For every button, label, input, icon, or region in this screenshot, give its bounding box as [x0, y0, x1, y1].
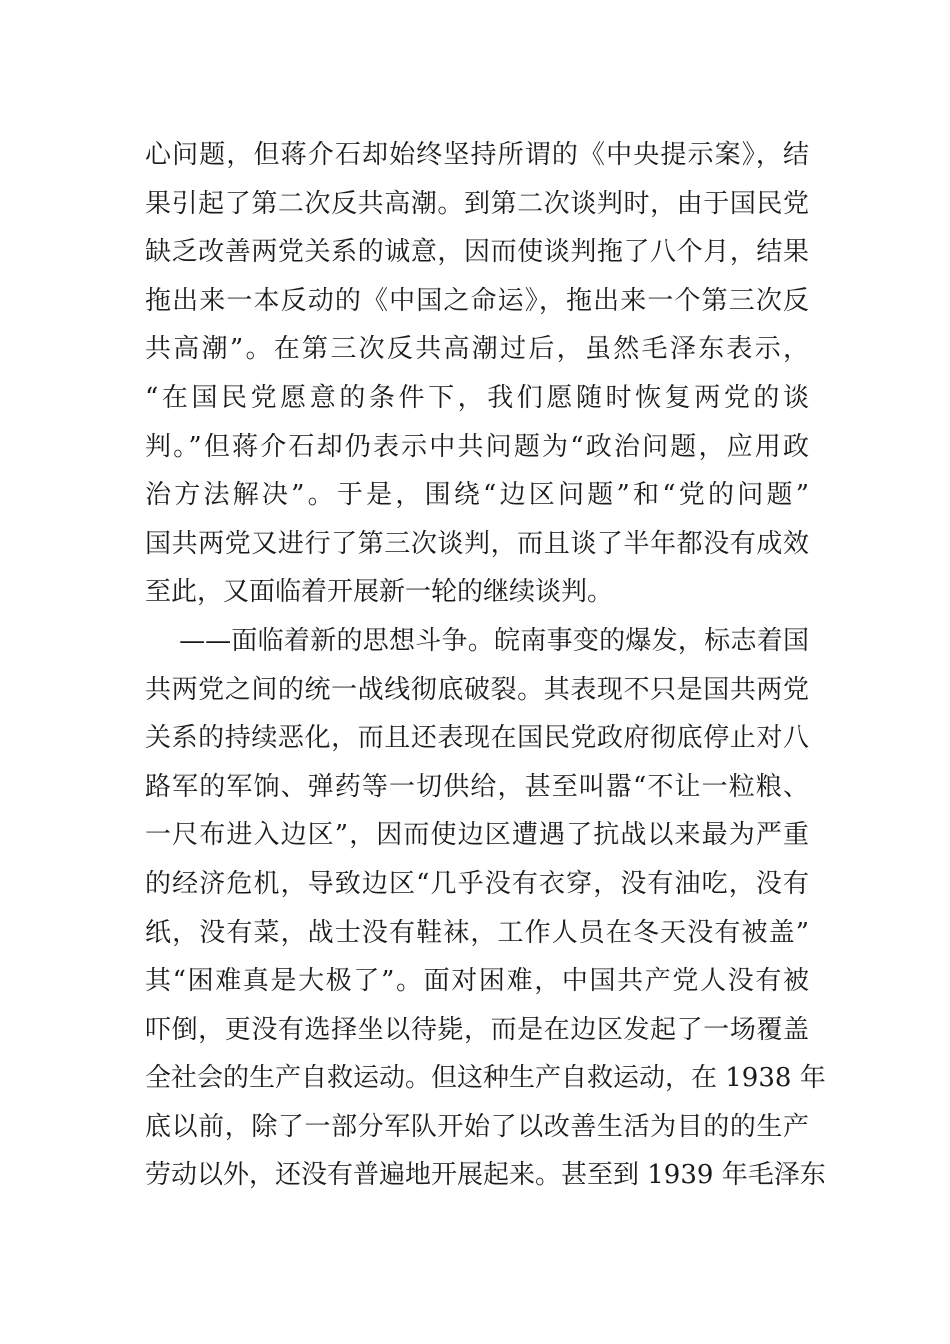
text-line: 的经济危机，导致边区“几乎没有衣穿，没有油吃，没有	[145, 868, 809, 899]
text-line: 一尺布进入边区”，因而使边区遭遇了抗战以来最为严重	[145, 820, 809, 851]
text-line: 判。”但蒋介石却仍表示中共问题为“政治问题，应用政	[145, 431, 809, 462]
body-text	[145, 131, 826, 1200]
text-line: 国共两党又进行了第三次谈判，而且谈了半年都没有成效	[145, 528, 809, 559]
text-line: 共两党之间的统一战线彻底破裂。其表现不只是国共两党	[145, 674, 809, 705]
text-line: 共高潮”。在第三次反共高潮过后，虽然毛泽东表示，	[145, 334, 809, 365]
text-line: ——面临着新的思想斗争。皖南事变的爆发，标志着国	[145, 625, 809, 656]
text-line: 其“困难真是大极了”。面对困难，中国共产党人没有被	[145, 966, 809, 997]
text-line: 吓倒，更没有选择坐以待毙，而是在边区发起了一场覆盖	[145, 1014, 809, 1045]
text-line: 拖出来一本反动的《中国之命运》，拖出来一个第三次反	[145, 285, 809, 316]
text-line: 关系的持续恶化，而且还表现在国民党政府彻底停止对八	[145, 723, 809, 754]
text-line: 底以前，除了一部分军队开始了以改善生活为目的的生产	[145, 1111, 809, 1142]
text-line: 果引起了第二次反共高潮。到第二次谈判时，由于国民党	[145, 188, 809, 219]
text-line: 路军的军饷、弹药等一切供给，甚至叫嚣“不让一粒粮、	[145, 771, 809, 802]
text-line: 全社会的生产自救运动。但这种生产自救运动，在 1938 年	[145, 1063, 826, 1094]
text-line: “在国民党愿意的条件下，我们愿随时恢复两党的谈	[145, 382, 809, 413]
text-line: 心问题，但蒋介石却始终坚持所谓的《中央提示案》，结	[145, 140, 809, 170]
text-line: 缺乏改善两党关系的诚意，因而使谈判拖了八个月，结果	[145, 237, 809, 268]
text-line: 劳动以外，还没有普遍地开展起来。甚至到 1939 年毛泽东	[145, 1160, 826, 1191]
text-line: 至此，又面临着开展新一轮的继续谈判。	[145, 577, 614, 608]
text-line: 纸，没有菜，战士没有鞋袜，工作人员在冬天没有被盖”	[145, 917, 809, 948]
text-line: 治方法解决”。于是，围绕“边区问题”和“党的问题”	[145, 480, 809, 511]
